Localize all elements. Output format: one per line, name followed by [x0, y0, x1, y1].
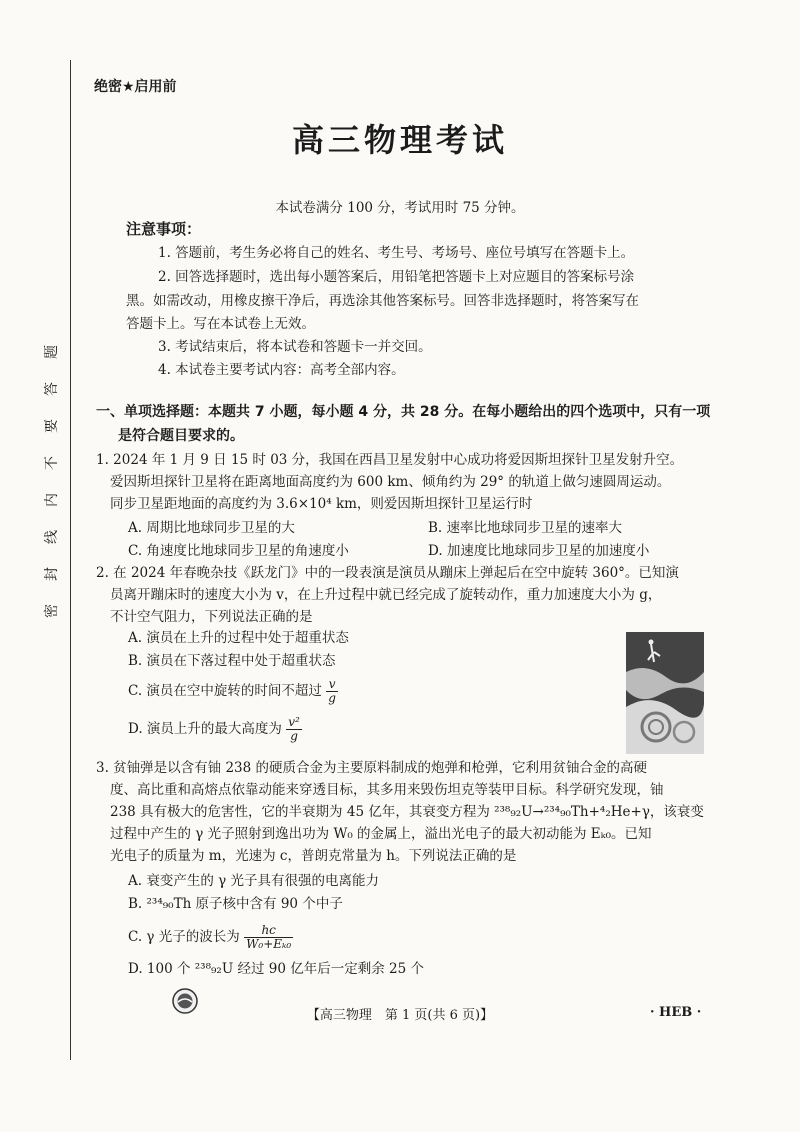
notice-item: 4. 本试卷主要考试内容：高考全部内容。 [158, 362, 405, 378]
question-line: 3. 贫铀弹是以含有铀 238 的硬质合金为主要原料制成的炮弹和枪弹，它利用贫铀合金的高硬 [96, 760, 648, 776]
question-2 [96, 562, 726, 628]
notice-item: 答题卡上。写在本试卷上无效。 [126, 316, 315, 332]
option-text: C. γ 光子的波长为 [128, 929, 240, 945]
question-1 [96, 449, 726, 515]
q1-option-c: C. 角速度比地球同步卫星的角速度小 [128, 543, 349, 559]
question-line: 238 具有极大的危害性，它的半衰期为 45 亿年，其衰变方程为 ²³⁸₉₂U→²³⁴₉₀Th+⁴₂He+γ，该衰变 [110, 804, 704, 820]
question-line: 2. 在 2024 年春晚杂技《跃龙门》中的一段表演是演员从蹦床上弹起后在空中旋转 360°。已知演 [96, 565, 679, 581]
fraction-numerator: v [326, 678, 338, 692]
seal-char: 线 [44, 530, 60, 544]
question-3 [96, 757, 726, 867]
option-text: C. 演员在空中旋转的时间不超过 [128, 683, 322, 699]
seal-char: 要 [44, 419, 60, 433]
exam-info: 本试卷满分 100 分，考试用时 75 分钟。 [275, 200, 525, 216]
fraction-numerator: hc [244, 924, 293, 938]
q1-option-b: B. 速率比地球同步卫星的速率大 [428, 520, 623, 536]
q2-option-d [128, 716, 302, 743]
q1-option-a: A. 周期比地球同步卫星的大 [128, 520, 295, 536]
seal-char: 内 [44, 493, 60, 507]
seal-char: 密 [44, 604, 60, 618]
notice-heading: 注意事项： [126, 220, 202, 238]
question-line: 员离开蹦床时的速度大小为 v，在上升过程中就已经完成了旋转动作，重力加速度大小为 g， [110, 587, 662, 603]
fraction [244, 924, 293, 951]
seal-char: 题 [44, 345, 60, 359]
question-line: 过程中产生的 γ 光子照射到逸出功为 W₀ 的金属上，溢出光电子的最大初动能为 Eₖ₀。已知 [110, 826, 652, 842]
acrobat-photo-illustration [626, 632, 704, 754]
question-line: 不计空气阻力，下列说法正确的是 [110, 609, 313, 625]
fraction [326, 678, 338, 705]
fraction [286, 716, 302, 743]
notice-item: 1. 答题前，考生务必将自己的姓名、考生号、考场号、座位号填写在答题卡上。 [158, 245, 635, 261]
section-heading-line: 一、单项选择题：本题共 7 小题，每小题 4 分，共 28 分。在每小题给出的四个选项中，只有一项 [96, 404, 711, 420]
footer-code: · HEB · [650, 1005, 702, 1020]
page-title: 高三物理考试 [291, 121, 508, 159]
seal-char: 答 [44, 382, 60, 396]
question-line: 度、高比重和高熔点依靠动能来穿透目标，其多用来毁伤坦克等装甲目标。科学研究发现，铀 [110, 782, 664, 798]
seal-char: 封 [44, 567, 60, 581]
notice-item: 黑。如需改动，用橡皮擦干净后，再选涂其他答案标号。回答非选择题时，将答案写在 [126, 293, 639, 309]
q3-option-a: A. 衰变产生的 γ 光子具有很强的电离能力 [128, 873, 379, 889]
option-text: D. 演员上升的最大高度为 [128, 721, 282, 737]
q2-option-c [128, 678, 338, 705]
acrobat-photo [626, 632, 704, 754]
notice-item: 2. 回答选择题时，选出每小题答案后，用铅笔把答题卡上对应题目的答案标号涂 [158, 269, 635, 285]
q2-option-b: B. 演员在下落过程中处于超重状态 [128, 653, 336, 669]
fraction-denominator: g [328, 691, 336, 705]
fraction-denominator: g [290, 729, 298, 743]
fraction-numerator: v² [288, 715, 300, 729]
notice-item: 3. 考试结束后，将本试卷和答题卡一并交回。 [158, 339, 432, 355]
page-footer: 【高三物理 第 1 页(共 6 页)】 [306, 1008, 494, 1023]
q3-option-b: B. ²³⁴₉₀Th 原子核中含有 90 个中子 [128, 896, 343, 912]
seal-char: 不 [44, 456, 60, 470]
fraction-denominator: W₀+Eₖ₀ [246, 937, 292, 951]
q1-option-d: D. 加速度比地球同步卫星的加速度小 [428, 543, 650, 559]
section-heading-line: 是符合题目要求的。 [118, 428, 244, 444]
question-line: 1. 2024 年 1 月 9 日 15 时 03 分，我国在西昌卫星发射中心成功将爱因斯坦探针卫星发射升空。 [96, 452, 684, 468]
q2-option-a: A. 演员在上升的过程中处于超重状态 [128, 630, 349, 646]
question-line: 同步卫星距地面的高度约为 3.6×10⁴ km，则爱因斯坦探针卫星运行时 [110, 496, 533, 512]
question-line: 爱因斯坦探针卫星将在距离地面高度约为 600 km、倾角约为 29° 的轨道上做匀速圆周运动。 [110, 474, 671, 490]
section-heading [96, 400, 721, 448]
confidential-label: 绝密★启用前 [94, 79, 177, 95]
q3-option-c [128, 924, 293, 951]
seal-line-strip [40, 345, 64, 641]
q3-option-d: D. 100 个 ²³⁸₉₂U 经过 90 亿年后一定剩余 25 个 [128, 961, 425, 977]
question-line: 光电子的质量为 m，光速为 c，普朗克常量为 h。下列说法正确的是 [110, 848, 517, 864]
